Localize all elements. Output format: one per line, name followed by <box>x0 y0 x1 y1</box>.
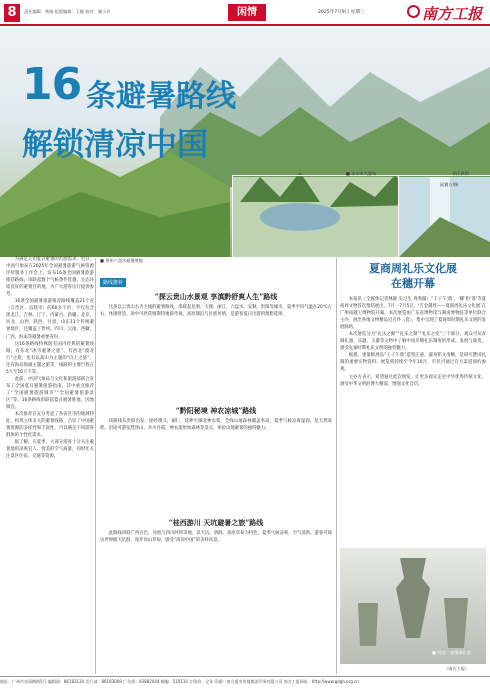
artifact-caption: ■ 展品：金镶铜礼器 <box>432 650 471 655</box>
route-heading-3: “桂西游川 天坑避暑之旅”路线 <box>168 518 264 527</box>
photo-credit-a: 景区供图 <box>452 171 469 176</box>
article-paragraph: 据悉，重量级展品“王子午鼎”造型庄重，器身铭文清晰，是研究楚国礼制的重要实物资料。展览将持续至今年10月，市民可通过官方渠道预约参观。 <box>340 353 486 373</box>
headline-line-2: 解锁清凉中国 <box>22 127 208 163</box>
lead-paragraph: 据了解，在夏季，大部分游客十分关注避暑地的凉爽宜人、优美的空气质量，同时还关注景区住宿、交通等资源。 <box>6 440 94 460</box>
route-body-2-text: 该路线从贵阳出发，途经遵义、铜仁，延伸至湖北神农架，全线山地森林覆盖率高，夏季气候凉爽湿润，是天然氧吧。沿途可游览梵净山、赤水丹霞、神农架原始森林等景点，体验山地避暑的独特魅力。 <box>100 419 332 432</box>
lead-paragraph: 为满足人们夏日避暑的出游需求，近日，中国气象局在2025年全国避暑旅游气候资源评价服务工作会上，发布16条全国避暑旅游推荐路线，串联起数个气候条件优越、生态环境良好的避暑目的地，为广大游客出行提供参考。 <box>6 257 94 298</box>
hero-photo-collage <box>0 27 490 257</box>
editor-credits: 责任编辑：黄娟 组版编辑：王媛 校对：谢小玲 <box>24 9 111 14</box>
route-recommendations <box>98 256 334 676</box>
column-divider <box>336 258 337 674</box>
headline-number: 16 <box>22 59 82 110</box>
column-divider <box>95 258 96 674</box>
page-number: 8 <box>4 4 20 22</box>
route-body-3 <box>100 530 332 670</box>
lead-article <box>6 256 94 676</box>
route-body-1 <box>100 304 332 394</box>
article-paragraph: 本次展览分为“礼乐之源”“礼乐之制”“礼乐之变”三个部分，观众可从青铜礼器、乐器、玉器等文物中了解中国早期礼乐制度的形成、发展与演变，感受先秦时期礼乐文明的独特魅力。 <box>340 332 486 352</box>
bronze-artifact-photo <box>340 548 486 664</box>
section-tag: 路线推荐 <box>100 278 126 287</box>
issue-date: 2025年7月9日 星期三 <box>318 10 365 15</box>
newspaper-logo: 南方工报 <box>422 5 483 23</box>
route-heading-1: “探云贵山水景观 享滇黔舒爽人生”路线 <box>154 292 278 301</box>
headline-line-1: 条避暑路线 <box>86 79 236 114</box>
article-title-line-2: 在穗开幕 <box>391 277 435 290</box>
photo-credit-b: 邱翼方/摄 <box>440 182 459 187</box>
route-body-1-text: 这条以云贵山水为主线的避暑路线，串联起昆明、大理、丽江、六盘水、安顺、贵阳等城市，夏季平均气温在20℃左右，体感舒适。途中可欣赏喀斯特地貌奇观、高原湖泊与民族风情，是游客夏日出游的理想选择。 <box>100 305 332 318</box>
lead-paragraph: 16条全国避暑旅游推荐路线覆盖21个省（自治区、直辖市）的60多个市，不仅包含黑龙江、吉林、辽宁、内蒙古、新疆、北京、河北、山西、陕西、甘肃、山东11个传统避暑地区，还覆盖了贵州、四川、云南、西藏、广西、海南等避暑重要省份。 <box>6 299 94 340</box>
mid-photo-caption: ■ 贵州六盘水避暑胜地 <box>100 258 143 263</box>
article-paragraph: 本报讯（全媒体记者林静 实习生 周秀璇）“王子午‘鼎’、‘卿’和‘寡’等夏商周文物首次集结展出，7月一7月5日，‘吉金越周——夏商周礼乐文化展’在广州南越王博物院开幕。本次展览由广东省博物馆与湖南博物院等单位联合主办，展出各地文物精品近百件（套），集中呈现了夏商周时期礼乐文明的发展脉络。 <box>340 297 486 331</box>
article-paragraph: 主办方表示，希望通过此次展览，让更多观众走近中华优秀传统文化，感受中华文明的博大精深，增强文化自信。 <box>340 374 486 387</box>
photo-caption-b: ■ 赤水市大瀑布 <box>346 171 377 176</box>
culture-exhibition-article <box>340 256 486 676</box>
artifact-credit: （南方工报） <box>444 666 470 671</box>
lead-paragraph: 此前，中国气象局与文化和旅游部联合发布了全国夏日避暑旅游指南，其中重点推荐了“全国避暑旅游城市”“全国避暑旅游景区”等。16条路线串联起夏日避暑胜地，因地制宜。 <box>6 376 94 410</box>
route-body-2 <box>100 418 332 518</box>
route-heading-2: “黔阳秘境 神农凉城”路线 <box>175 406 257 415</box>
route-body-3-text: 此路线串联广西百色、河池与四川阿坝等地，以天坑、溶洞、高原草甸为特色，夏季气候凉爽，空气清新。游客可探访世界级天坑群，漫步高山草甸，感受“清凉中国”的多样风景。 <box>100 531 332 544</box>
newspaper-logo-icon <box>407 5 420 18</box>
article-title-line-1: 夏商周礼乐文化展 <box>369 262 457 275</box>
page-footer: 地址：广州市东园横路5号 编辑部：86183120 发行部：86183008 广告部：83882444 邮编：510110 订阅价：全年 印刷：南方报业传媒集团印务有限公司 南方工报网址：http://www.gdgh.org.cn <box>0 676 490 691</box>
page-header <box>0 0 490 26</box>
header-rule <box>0 24 490 26</box>
lead-paragraph: 本次推荐在充分考虑了各省区市的地域特征，构筑立体多元的避暑线路，凸显了中国避暑资源的多样性和丰富性，可以满足不同游客群体的个性化需求。 <box>6 412 94 439</box>
section-label: 闲情 <box>228 4 266 21</box>
lead-paragraph: 这16条路线特殊既有国内经典的避暑线路，有东北“冰雪避暑之旅”、有西北“漠北行”之旅，也有以高山为主题的“向上之旅”，还有海岛海湖主题之旅等，线路的主要行程在5天至16天不等。 <box>6 341 94 375</box>
article-body <box>340 296 486 544</box>
